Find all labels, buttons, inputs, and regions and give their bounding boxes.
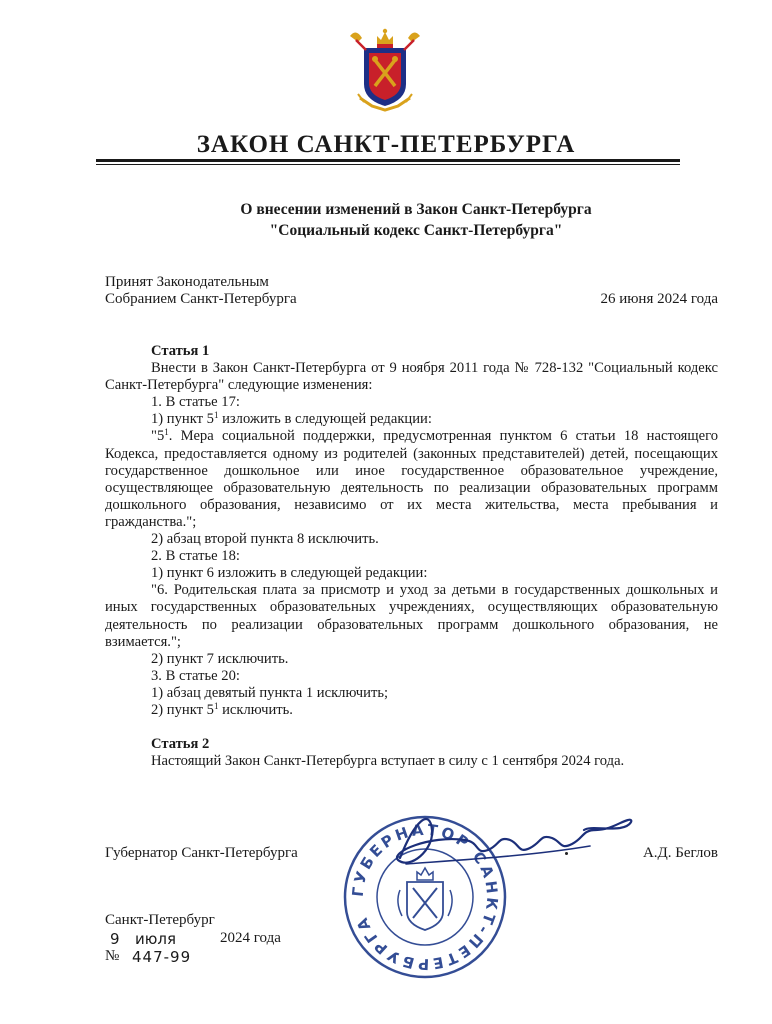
ink-dot (565, 852, 568, 855)
signing-month: июля (135, 930, 176, 948)
adopted-by-line-1: Принят Законодательным (105, 274, 269, 290)
registration-number-sign: № (105, 948, 120, 964)
law-body (105, 343, 718, 770)
adoption-date: 26 июня 2024 года (600, 291, 718, 307)
law-subtitle (120, 199, 712, 241)
item-2-2: 2) пункт 7 исключить. (151, 650, 289, 667)
item-3-2: 2) пункт $5^1$ исключить. (151, 700, 293, 718)
subtitle-line-2: "Социальный кодекс Санкт-Петербурга" (269, 222, 563, 239)
law-title: ЗАКОН САНКТ-ПЕТЕРБУРГА (196, 131, 576, 158)
title-rule-thin (96, 164, 680, 165)
item-1: 1. В статье 17: (151, 394, 240, 411)
signing-year: 2024 года (220, 930, 281, 946)
article-2-text: Настоящий Закон Санкт-Петербурга вступает в силу с 1 сентября 2024 года. (151, 753, 625, 770)
article-1-intro: Внести в Закон Санкт-Петербурга от 9 ноября 2011 года № 728-132 "Социальный кодекс Санкт-Петербурга" следующие изменения: (105, 360, 718, 394)
item-2: 2. В статье 18: (151, 548, 240, 565)
governor-title: Губернатор Санкт-Петербурга (105, 845, 298, 861)
item-1-2: 2) абзац второй пункта 8 исключить. (151, 531, 379, 548)
quote-point-5-1: "$5^1$. Мера социальной поддержки, предусмотренная пунктом 6 статьи 18 настоящего Кодекса, предоставляется одному из родителей (законных представителей) детей, посещающих государственное дошкольное или иное государственное образовательное учреждение, осуществляющее образовательную деятельность по реализации образовательных программ дошкольного образования, независимо от их места жительства, места пребывания и гражданства."; (105, 427, 718, 530)
governor-signature (370, 800, 640, 880)
signing-place: Санкт-Петербург (105, 912, 215, 928)
quote-point-6: "6. Родительская плата за присмотр и уход за детьми в государственных дошкольных и иных государственных образовательных учреждениях, осуществляющих образовательную деятельность по реализации образовательных программ дошкольного образования, не взимается."; (105, 582, 718, 650)
signing-day: 9 (110, 930, 120, 948)
item-2-1: 1) пункт 6 изложить в следующей редакции: (151, 565, 428, 582)
article-1-heading: Статья 1 (151, 343, 210, 359)
adopted-by-line-2: Собранием Санкт-Петербурга (105, 291, 297, 307)
item-3-1: 1) абзац девятый пункта 1 исключить; (151, 684, 389, 701)
registration-number: 447-99 (132, 948, 192, 966)
article-2-heading: Статья 2 (151, 736, 210, 753)
title-rule-thick (96, 159, 680, 162)
svg-text:ГУБЕРНАТОР САНКТ-ПЕТЕРБУРГА: ГУБЕРНАТОР САНКТ-ПЕТЕРБУРГА (348, 820, 502, 974)
subtitle-line-1: О внесении изменений в Закон Санкт-Петербурга (240, 201, 592, 218)
governor-name: А.Д. Беглов (642, 845, 718, 861)
adopted-by (105, 274, 297, 308)
item-1-1: 1) пункт $5^1$ изложить в следующей редакции: (151, 410, 432, 428)
item-3: 3. В статье 20: (151, 667, 240, 684)
coat-of-arms-emblem (344, 26, 426, 112)
